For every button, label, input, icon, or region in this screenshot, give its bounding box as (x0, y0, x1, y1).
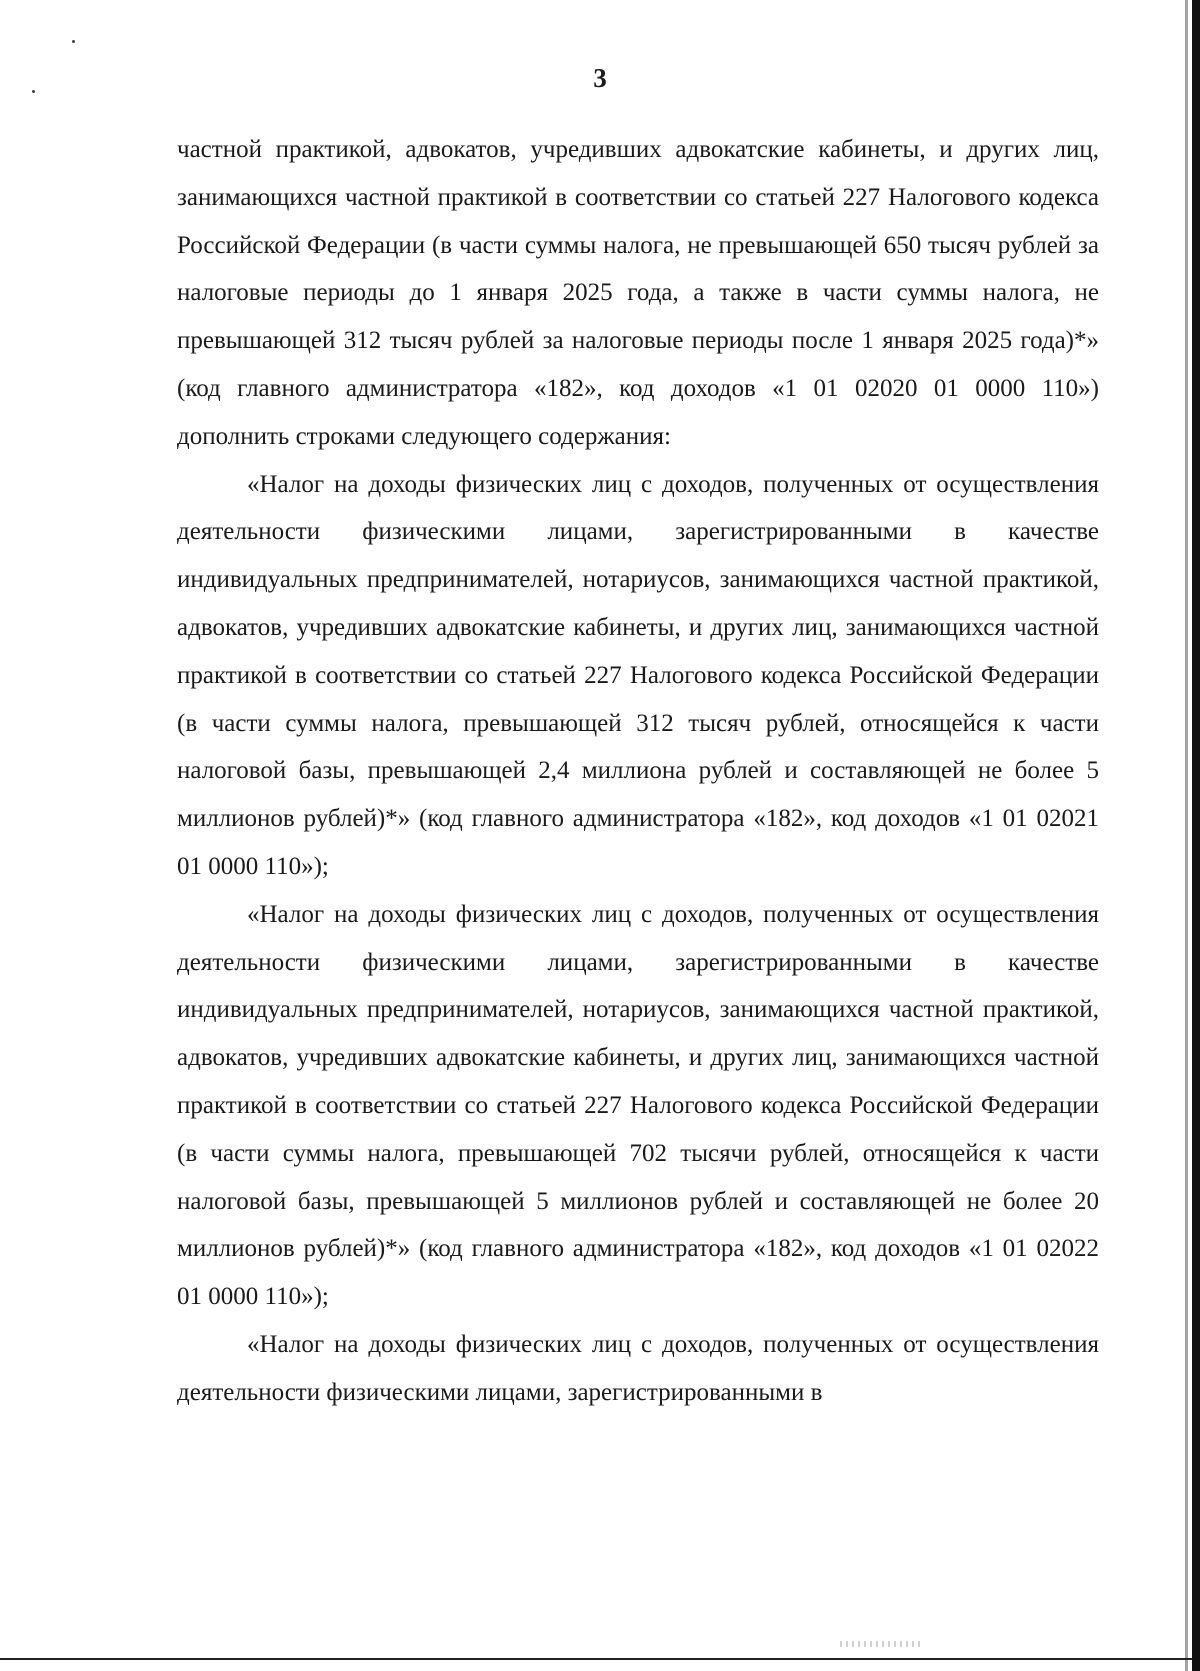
scan-smudge (840, 1641, 920, 1647)
paragraph-tax-item-3: «Налог на доходы физических лиц с доходов, полученных от осуществления деятельности физическими лицами, зарегистрированными в (177, 1330, 1099, 1406)
scan-edge-shadow (1185, 0, 1188, 1671)
paragraph-tax-item-1: «Налог на доходы физических лиц с доходов, полученных от осуществления деятельности физическими лицами, зарегистрированными в качестве индивидуальных предпринимателей, нотариусов, занимающихся частной практикой, адвокатов, учредивших адвокатские кабинеты, и других лиц, занимающихся частной практикой в соответствии со статьей 227 Налогового кодекса Российской Федерации (в части суммы налога, превышающей 312 тысяч рублей, относящейся к части налоговой базы, превышающей 2,4 миллиона рублей и составляющей не более 5 миллионов рублей)*» (код главного администратора «182», код доходов «1 01 02021 01 0000 110»); (177, 470, 1099, 880)
document-body (177, 126, 1099, 1417)
scan-speck (72, 40, 75, 43)
paragraph-tax-item-2: «Налог на доходы физических лиц с доходов, полученных от осуществления деятельности физическими лицами, зарегистрированными в качестве индивидуальных предпринимателей, нотариусов, занимающихся частной практикой, адвокатов, учредивших адвокатские кабинеты, и других лиц, занимающихся частной практикой в соответствии со статьей 227 Налогового кодекса Российской Федерации (в части суммы налога, превышающей 702 тысячи рублей, относящейся к части налоговой базы, превышающей 5 миллионов рублей и составляющей не более 20 миллионов рублей)*» (код главного администратора «182», код доходов «1 01 02022 01 0000 110»); (177, 900, 1099, 1311)
scan-bottom-line (0, 1658, 1192, 1660)
page-number: 3 (593, 63, 607, 93)
paragraph-continuation: частной практикой, адвокатов, учредивших адвокатские кабинеты, и других лиц, занимающихся частной практикой в соответствии со статьей 227 Налогового кодекса Российской Федерации (в части суммы налога, не превышающей 650 тысяч рублей за налоговые периоды до 1 января 2025 года, а также в части суммы налога, не превышающей 312 тысяч рублей за налоговые периоды после 1 января 2025 года)*» (код главного администратора «182», код доходов «1 01 02020 01 0000 110») дополнить строками следующего содержания: (177, 136, 1099, 450)
scan-edge-bar (1192, 0, 1200, 1671)
